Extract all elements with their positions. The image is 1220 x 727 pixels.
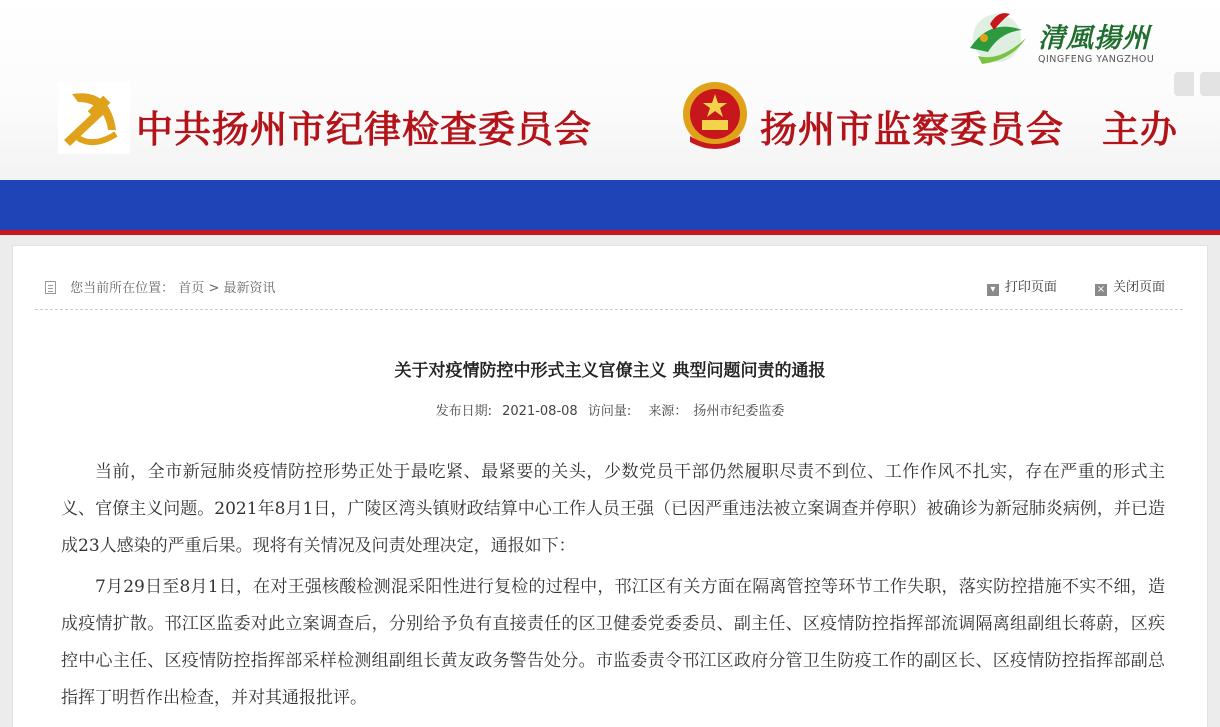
- close-icon: ×: [1096, 284, 1106, 295]
- close-page-button[interactable]: [1095, 276, 1165, 296]
- side-widget-button[interactable]: [1200, 72, 1220, 96]
- print-icon: ▾: [987, 284, 999, 296]
- site-header: [0, 0, 1220, 180]
- breadcrumb-prefix: 您当前所在位置：: [70, 281, 175, 296]
- party-emblem-icon: [58, 82, 130, 154]
- article-body: [61, 454, 1165, 721]
- source-label: 来源：: [648, 404, 688, 419]
- breadcrumb-home-link[interactable]: 首页: [178, 281, 205, 296]
- side-widget-button[interactable]: [1174, 72, 1194, 96]
- views-label: 访问量:: [587, 404, 632, 419]
- site-logo-title: 清風揚州: [1038, 23, 1150, 54]
- page-tools: [953, 276, 1165, 296]
- org-name-supervision-commission: 扬州市监察委员会 主办: [760, 107, 1178, 151]
- article-panel: [12, 245, 1208, 727]
- close-label: 关闭页面: [1112, 280, 1165, 295]
- source-value: 扬州市纪委监委: [693, 404, 785, 419]
- breadcrumb-separator: >: [208, 281, 220, 296]
- nav-divider: [0, 230, 1220, 235]
- article-meta: [13, 400, 1207, 419]
- nav-bar: [0, 180, 1220, 230]
- article-title: 关于对疫情防控中形式主义官僚主义 典型问题问责的通报: [394, 361, 826, 381]
- article-paragraph: 当前，全市新冠肺炎疫情防控形势正处于最吃紧、最紧要的关头，少数党员干部仍然履职尽责不到位、工作作风不扎实，存在严重的形式主义、官僚主义问题。2021年8月1日，广陵区湾头镇财政结算中心工作人员王强（已因严重违法被立案调查并停职）被确诊为新冠肺炎病例，并已造成23人感染的严重后果。现将有关情况及问责处理决定，通报如下：: [61, 462, 1165, 556]
- org-name-cpc-discipline: 中共扬州市纪律检查委员会: [136, 107, 592, 151]
- qingfeng-logo[interactable]: [960, 8, 1160, 70]
- leaf-logo-icon: [960, 8, 1034, 70]
- site-logo-subtitle: QINGFENG YANGZHOU: [1038, 54, 1155, 65]
- print-page-button[interactable]: [987, 276, 1057, 296]
- article-paragraph: 7月29日至8月1日，在对王强核酸检测混采阳性进行复检的过程中，邗江区有关方面在隔离管控等环节工作失职，落实防控措施不实不细，造成疫情扩散。邗江区监委对此立案调查后，分别给予负有直接责任的区卫健委党委委员、副主任、区疫情防控指挥部流调隔离组副组长蒋蔚，区疾控中心主任、区疫情防控指挥部采样检测组副组长黄友政务警告处分。市监委责令邗江区政府分管卫生防疫工作的副区长、区疫情防控指挥部副总指挥丁明哲作出检查，并对其通报批评。: [61, 577, 1165, 708]
- print-label: 打印页面: [1004, 280, 1057, 295]
- breadcrumb-current-link[interactable]: 最新资讯: [223, 281, 276, 296]
- national-emblem-icon: [680, 80, 750, 152]
- divider: [35, 309, 1183, 310]
- date-label: 发布日期:: [435, 404, 492, 419]
- publish-date: 2021-08-08: [502, 404, 578, 419]
- breadcrumb: [45, 277, 276, 296]
- document-icon: [45, 281, 56, 294]
